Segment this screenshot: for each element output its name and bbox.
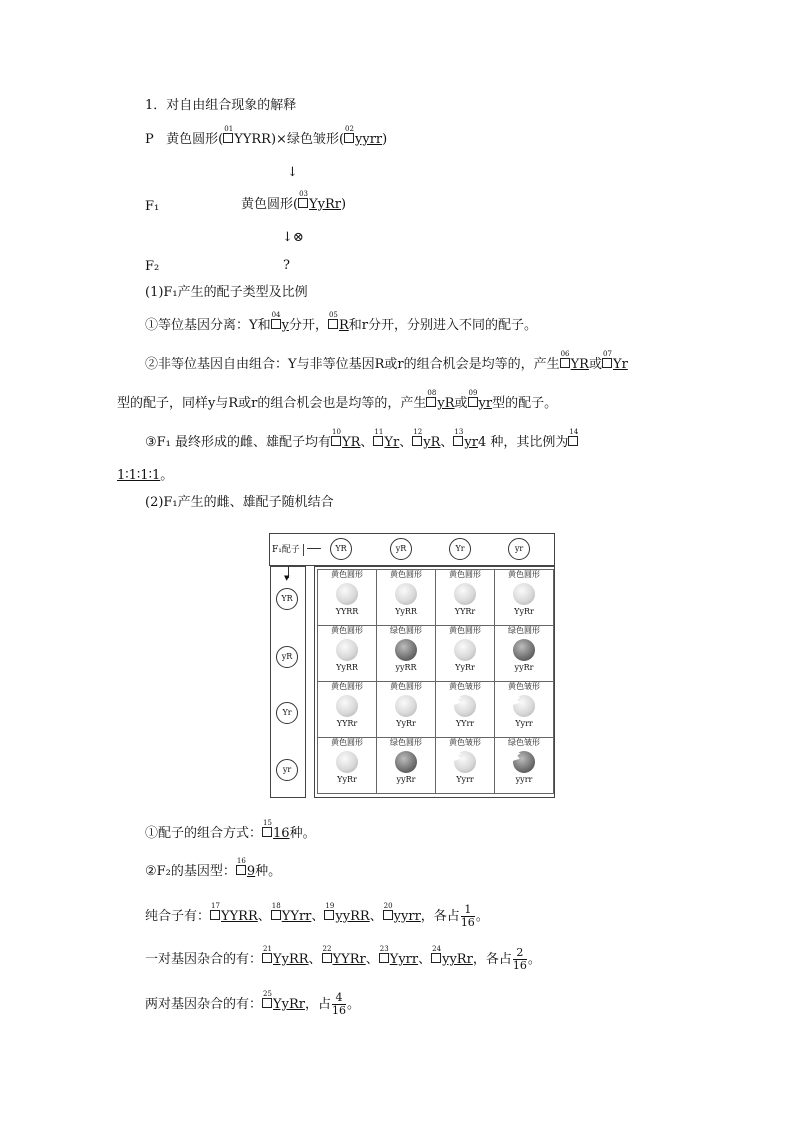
f2-label: F₂ — [145, 259, 160, 274]
para-combinations: ①配子的组合方式： 15 16种。 — [145, 819, 316, 841]
grid-cell: 绿色圆形 yyRr — [377, 738, 436, 794]
grid-cell: 黄色圆形 YyRr — [318, 738, 377, 794]
grid-cell: 黄色皱形 YYrr — [436, 682, 495, 738]
subsection-title: (1)F₁产生的配子类型及比例 — [145, 285, 308, 300]
grid-cell: 绿色皱形 yyrr — [495, 738, 554, 794]
para-single-heterozygotes: 一对基因杂合的有： 21 YyRR、 22 YYRr、 23 Yyrr、 24 yyRr，各占 $\frac{2}{16}$ 。 — [145, 945, 541, 972]
fraction: $\frac{2}{16}$ — [512, 946, 527, 972]
para-allele-separation: ①等位基因分离：Y和 04 y分开， 05 R和r分开，分别进入不同的配子。 — [145, 311, 537, 333]
f2-unknown: ? — [283, 258, 290, 273]
para-gamete-types: ③F₁ 最终形成的雌、雄配子均有 10 YR、 11 Yr、 12 yR、 13 yr4 种，其比例为 14 — [145, 428, 579, 450]
answer-03: YyRr — [309, 197, 342, 212]
grid-cell: 黄色圆形 YYRR — [318, 570, 377, 626]
fraction: $\frac{4}{16}$ — [331, 991, 346, 1017]
para-genotype-count: ②F₂的基因型： 16 9种。 — [145, 857, 282, 879]
f1-label: F₁ — [145, 199, 160, 214]
cross-f1-line: 黄色圆形( 03 YyRr) — [241, 190, 347, 212]
para-free-combination-cont: 型的配子，同样y与R或r的组合机会也是均等的，产生 08 yR或 09 yr型的配子。 — [117, 389, 558, 411]
yellow-wrinkled-pea-icon — [454, 695, 476, 717]
yellow-round-pea-icon — [336, 751, 358, 773]
para-ratio: 1∶1∶1∶1。 — [117, 468, 174, 483]
para-double-heterozygote: 两对基因杂合的有： 25 YyRr，占 $\frac{4}{16}$ 。 — [145, 990, 360, 1017]
grid-cell: 黄色圆形 YyRR — [377, 570, 436, 626]
grid-cell: 黄色圆形 YyRR — [318, 626, 377, 682]
grid-cell: 黄色圆形 YyRr — [377, 682, 436, 738]
answer-02: yyrr — [355, 132, 383, 147]
yellow-round-pea-icon — [395, 695, 417, 717]
grid-cell: 黄色圆形 YYRr — [436, 570, 495, 626]
yellow-round-pea-icon — [336, 639, 358, 661]
gamete-circle: yr — [508, 538, 530, 560]
answer-01: YYRR — [234, 132, 271, 147]
gamete-circle: YR — [330, 538, 352, 560]
subsection-title: (2)F₁产生的雌、雄配子随机结合 — [145, 495, 334, 510]
cross-p-line: P 黄色圆形( 01 YYRR)×绿色皱形( 02 yyrr) — [145, 125, 388, 147]
yellow-round-pea-icon — [513, 583, 535, 605]
p-label: P — [145, 132, 154, 147]
grid-cell: 绿色圆形 yyRr — [495, 626, 554, 682]
gamete-circle: Yr — [276, 702, 298, 724]
yellow-round-pea-icon — [454, 583, 476, 605]
fraction: $\frac{1}{16}$ — [460, 903, 475, 929]
f1-gamete-label: F₁配子 — [272, 544, 304, 556]
blank-box: 02 — [344, 133, 354, 143]
offspring-grid — [317, 569, 554, 794]
green-wrinkled-pea-icon — [513, 751, 535, 773]
para-free-combination: ②非等位基因自由组合：Y与非等位基因R或r的组合机会是均等的，产生 06 YR或 07 Yr — [145, 350, 628, 372]
grid-cell: 绿色圆形 yyRR — [377, 626, 436, 682]
yellow-wrinkled-pea-icon — [513, 695, 535, 717]
gamete-circle: yr — [276, 759, 298, 781]
gamete-circle: Yr — [449, 538, 471, 560]
section-heading: 1．对自由组合现象的解释 — [145, 98, 297, 113]
grid-cell: 黄色皱形 Yyrr — [495, 682, 554, 738]
yellow-round-pea-icon — [336, 695, 358, 717]
gamete-circle: YR — [276, 588, 298, 610]
selfing-arrow: ↓⊗ — [282, 230, 304, 245]
grid-cell: 黄色圆形 YyRr — [436, 626, 495, 682]
grid-cell: 黄色圆形 YYRr — [318, 682, 377, 738]
down-arrow: ↓ — [287, 165, 298, 180]
blank-box: 03 — [298, 198, 308, 208]
yellow-round-pea-icon — [454, 639, 476, 661]
connector-line — [307, 548, 321, 549]
gamete-circle: yR — [390, 538, 412, 560]
yellow-wrinkled-pea-icon — [454, 751, 476, 773]
arrow-head-icon: ▼ — [284, 574, 290, 582]
green-round-pea-icon — [395, 639, 417, 661]
grid-cell: 黄色皱形 Yyrr — [436, 738, 495, 794]
yellow-round-pea-icon — [336, 583, 358, 605]
answer-14: 1∶1∶1∶1 — [117, 468, 161, 483]
para-homozygotes: 纯合子有： 17 YYRR、 18 YYrr、 19 yyRR、 20 yyrr，各占 $\frac{1}{16}$ 。 — [145, 902, 489, 929]
grid-cell: 黄色圆形 YyRr — [495, 570, 554, 626]
green-round-pea-icon — [513, 639, 535, 661]
blank-box: 01 — [223, 133, 233, 143]
yellow-round-pea-icon — [395, 583, 417, 605]
gamete-circle: yR — [276, 646, 298, 668]
green-round-pea-icon — [395, 751, 417, 773]
